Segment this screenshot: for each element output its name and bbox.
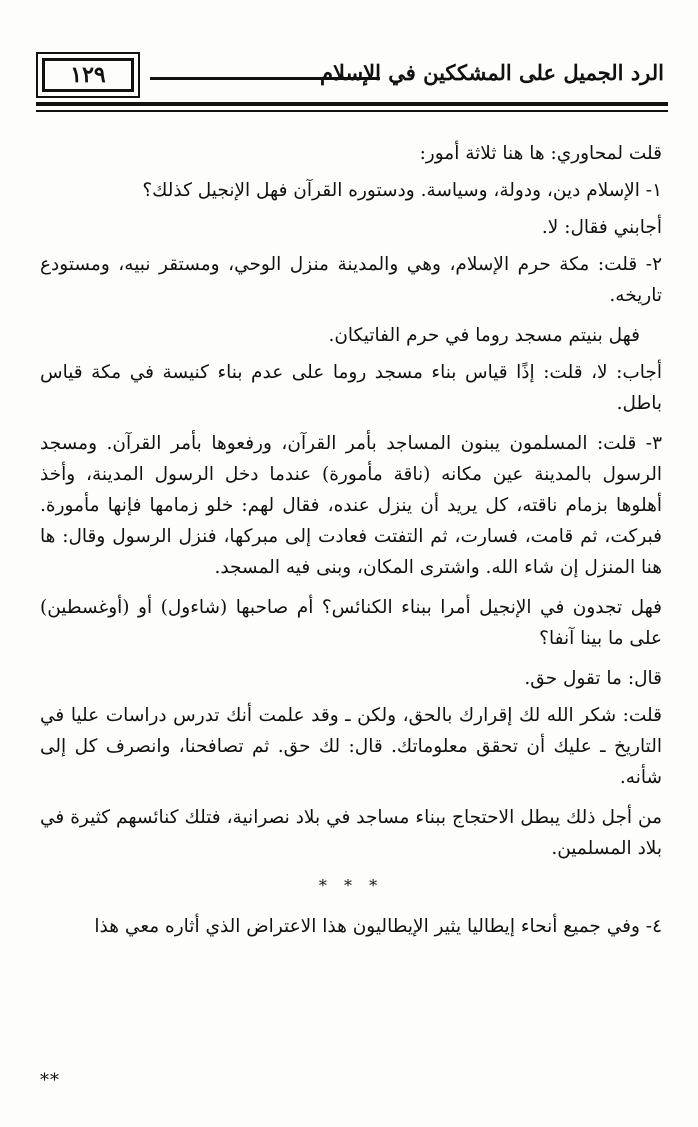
running-title: الرد الجميل على المشككين في الإسلام (320, 60, 664, 85)
paragraph: أجاب: لا، قلت: إذًا قياس بناء مسجد روما على عدم بناء كنيسة في مكة قياس باطل. (40, 362, 662, 414)
paragraph: قال: ما تقول حق. (524, 668, 662, 689)
paragraph: ٤- وفي جميع أنحاء إيطاليا يثير الإيطاليون هذا الاعتراض الذي أثاره معي هذا (94, 916, 662, 937)
paragraph: أجابني فقال: لا. (541, 217, 662, 238)
header-rule-thick (36, 102, 668, 106)
paragraph: قلت لمحاوري: ها هنا ثلاثة أمور: (419, 143, 662, 164)
footer-mark: ** (40, 1070, 60, 1091)
paragraph: فهل تجدون في الإنجيل أمرا ببناء الكنائس؟ أم صاحبها (شاءول) أو (أوغسطين) على ما بينا آنفا؟ (40, 597, 662, 649)
paragraph: ١- الإسلام دين، ودولة، وسياسة. ودستوره القرآن فهل الإنجيل كذلك؟ (142, 180, 662, 201)
paragraph: فهل بنيتم مسجد روما في حرم الفاتيكان. (328, 325, 640, 346)
header-rule-thin (36, 110, 668, 112)
paragraph: من أجل ذلك يبطل الاحتجاج ببناء مساجد في بلاد نصرانية، فتلك كنائسهم كثيرة في بلاد المسلمين. (40, 807, 662, 859)
paragraph: ٢- قلت: مكة حرم الإسلام، وهي والمدينة منزل الوحي، ومستقر نبيه، ومستودع تاريخه. (40, 254, 662, 306)
paragraph: ٣- قلت: المسلمون يبنون المساجد بأمر القرآن، ورفعوها بأمر القرآن. ومسجد الرسول بالمدينة عين مكانه (ناقة مأمورة) عندما دخل الرسول المدينة، وأخذ أهلوها بزمام ناقته، كل يريد أن ينزل عنده، فقال لهم: خلو زمامها فإنها مأمورة. فبركت، ثم قامت، فسارت، ثم التفتت فعادت إلى مبركها، فنزل الرسول وقال: ها هنا المنزل إن شاء الله. واشترى المكان، وبنى فيه المسجد. (40, 433, 662, 578)
page-number: ١٢٩ (42, 58, 134, 92)
body-text (40, 138, 662, 951)
page-header (32, 50, 668, 100)
paragraph: قلت: شكر الله لك إقرارك بالحق، ولكن ـ وقد علمت أنك تدرس دراسات عليا في التاريخ ـ عليك أن تحقق معلوماتك. قال: لك حق. ثم تصافحنا، وانصرف كل إلى شأنه. (40, 705, 662, 788)
section-separator: * * * (318, 876, 384, 895)
